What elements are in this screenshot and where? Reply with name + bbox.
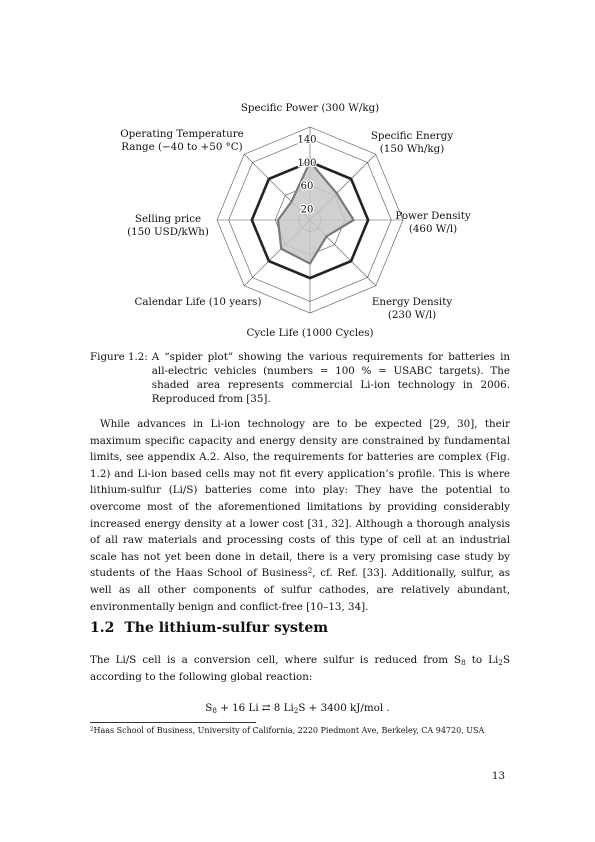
spider-plot bbox=[90, 96, 510, 346]
footnote-rule bbox=[90, 722, 256, 723]
section-title: The lithium-sulfur system bbox=[124, 620, 329, 636]
body-paragraph-1: While advances in Li-ion technology are to be expected [29, 30], their maximum specific capacity and energy density are constrained by fundamental limits, see appendix A.2. Also, the requirements for batteries are complex (Fig. 1.2) and Li-ion based cells may not fit every application’s profile. This is where lithium-sulfur (Li/S) batteries come into play: They have the potential to overcome most of the aforementioned limitations by providing considerably increased energy density at a lower cost [31, 32]. Although a thorough analysis of all raw materials and processing costs of this type of cell at an industrial scale has not yet been done in detail, there is a very promising case study by students of the Haas School of Business$^2$, cf. Ref. [33]. Additionally, sulfur, as well as all other components of sulfur cathodes, are relatively abundant, environmentally benign and conflict-free [10–13, 34]. bbox=[90, 418, 510, 613]
axis-label: Power Density (460 W/l) bbox=[395, 210, 471, 235]
reaction-equation: $S_8 + 16$ Li ⇄ 8 $Li_2S + 3400$ kJ/mol . bbox=[205, 702, 390, 715]
tick-label: 60 bbox=[300, 181, 314, 193]
axis-label: Selling price (150 USD/kWh) bbox=[127, 213, 209, 238]
figure-caption-label: Figure 1.2: bbox=[90, 351, 148, 363]
figure-caption-text: A “spider plot” showing the various requirements for batteries in all-electric vehicles (numbers = 100 % = USABC targets). The shaded area represents commercial Li-ion technology in 2006. Reproduced from [35]. bbox=[151, 351, 510, 405]
tick-label: 20 bbox=[300, 204, 314, 216]
footnote-marker: 2 bbox=[307, 567, 313, 576]
footnote-number: 2 bbox=[90, 726, 94, 733]
axis-label: Cycle Life (1000 Cycles) bbox=[246, 327, 374, 339]
axis-label: Energy Density (230 W/l) bbox=[371, 296, 453, 321]
axis-label: Calendar Life (10 years) bbox=[134, 296, 262, 308]
page-number: 13 bbox=[491, 770, 505, 782]
axis-label: Operating Temperature Range (−40 to +50 °C) bbox=[120, 128, 244, 153]
figure-caption bbox=[90, 350, 510, 406]
axis-label: Specific Energy (150 Wh/kg) bbox=[370, 130, 454, 155]
section-heading bbox=[90, 620, 328, 636]
tick-label: 100 bbox=[297, 157, 317, 169]
tick-label: 140 bbox=[297, 134, 317, 146]
section-number: 1.2 bbox=[90, 620, 115, 636]
footnote bbox=[90, 726, 520, 735]
series-li-ion-2006 bbox=[278, 162, 354, 264]
body-paragraph-2: The Li/S cell is a conversion cell, where sulfur is reduced from $S_8$ to $Li_2S$ according to the following global reaction: bbox=[90, 654, 510, 683]
footnote-text: Haas School of Business, University of California, 2220 Piedmont Ave, Berkeley, CA 94720, USA bbox=[93, 726, 485, 735]
axis-label: Specific Power (300 W/kg) bbox=[240, 102, 380, 114]
